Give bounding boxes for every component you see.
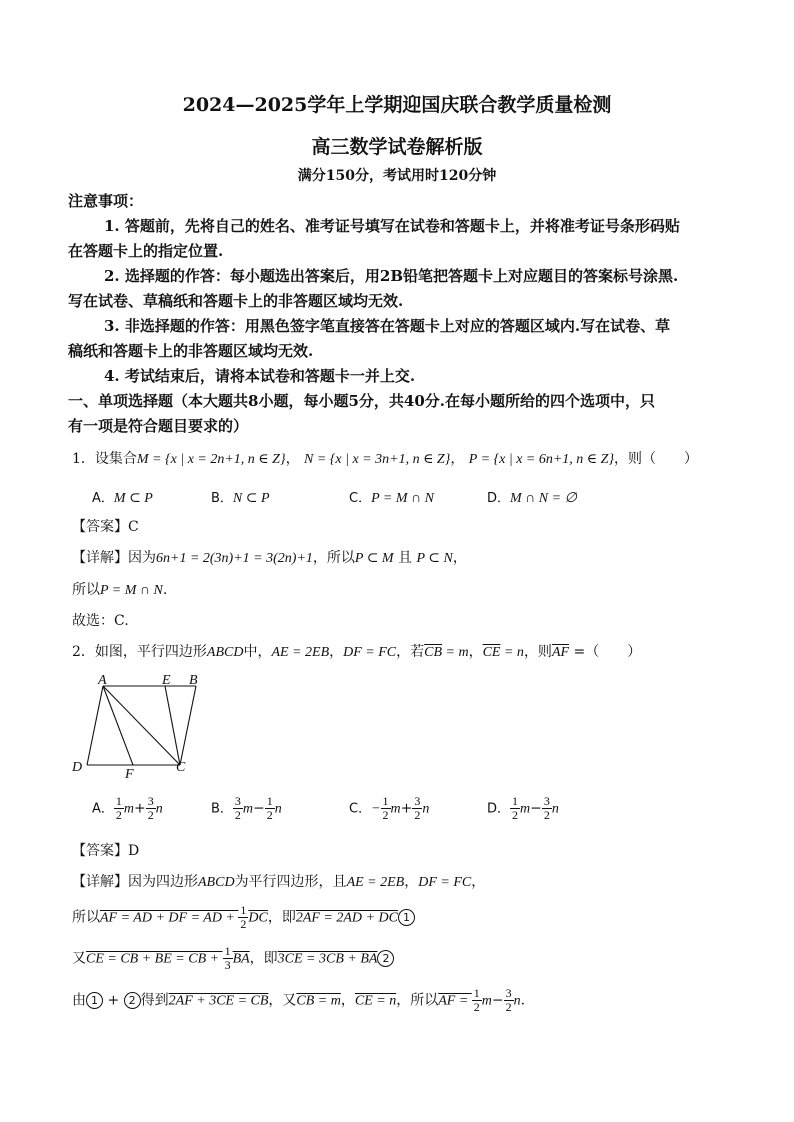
label-e: E: [162, 673, 171, 688]
notice-item-3-cont: 稿纸和答题卡上的非答题区域均无效.: [68, 342, 314, 360]
q2-option-c: C．− $\frac{1}{2}$ m+ $\frac{3}{2}$ n: [349, 794, 430, 822]
q2-option-d: D． $\frac{1}{2}$ m− $\frac{3}{2}$ n: [487, 794, 559, 822]
q2-option-a: A． $\frac{1}{2}$ m+ $\frac{3}{2}$ n: [92, 794, 163, 822]
q2-answer: 【答案】D: [72, 843, 140, 859]
segment-ec: [165, 686, 180, 765]
q1-detail-2: 所以P = M ∩ N.: [72, 582, 168, 598]
notice-item-2: 2. 选择题的作答：每小题选出答案后，用2B铅笔把答题卡上对应题目的答案标号涂黑.: [104, 267, 679, 285]
question-2-stem: 2．如图，平行四边形ABCD中，AE = 2EB，DF = FC，若$\overline{CB} = m$，$\overline{CE} = n$，则$\overline{AF}$ =（ ）: [72, 644, 642, 660]
circled-two: 2: [377, 950, 394, 967]
label-d: D: [72, 760, 83, 775]
q1-option-d: D．M ∩ N = ∅: [487, 491, 577, 506]
q2-detail-4: 由 1 + 2 得到2AF + 3CE = CB，又CB = m，CE = n，所以AF = $\frac{1}{2}$ m− $\frac{3}{2}$ n.: [72, 986, 526, 1014]
q2-detail-2: 所以AF = AD + DF = AD + $\frac{1}{2}$ $\overline{DC}$，即2AF = 2AD + DC 1: [72, 904, 415, 931]
q2-detail-3: 又CE = CB + BE = CB + $\frac{1}{3}$ $\overline{BA}$，即3CE = 3CB + BA 2: [72, 945, 394, 972]
circled-one: 1: [398, 909, 415, 926]
edge-da: [87, 686, 103, 765]
q1-option-c: C．P = M ∩ N: [349, 491, 434, 506]
q1-choice: 故选：C.: [72, 613, 129, 629]
question-1-stem: 1．设集合M = {x | x = 2n+1, n ∈ Z}， N = {x | x = 3n+1, n ∈ Z}， P = {x | x = 6n+1, n ∈ Z}，则（ ）: [72, 451, 699, 467]
exam-title: 2024—2025学年上学期迎国庆联合教学质量检测: [182, 94, 612, 116]
notice-item-1: 1. 答题前，先将自己的姓名、准考证号填写在试卷和答题卡上，并将准考证号条形码贴: [104, 217, 680, 235]
label-c: C: [176, 760, 186, 775]
section-heading: 一、单项选择题（本大题共8小题，每小题5分，共40分.在每小题所给的四个选项中，只: [68, 392, 655, 410]
exam-subtitle: 高三数学试卷解析版: [311, 136, 483, 158]
q1-answer: 【答案】C: [72, 519, 139, 535]
exam-info: 满分150分，考试用时120分钟: [297, 168, 497, 184]
label-b: B: [189, 673, 198, 688]
label-a: A: [98, 673, 107, 688]
notice-item-2-cont: 写在试卷、草稿纸和答题卡上的非答题区域均无效.: [68, 292, 404, 310]
parallelogram-figure: [68, 672, 208, 782]
set-m: M = {x | x = 2n+1, n ∈ Z}: [136, 452, 286, 467]
set-p: P = {x | x = 6n+1, n ∈ Z}: [468, 452, 615, 467]
q2-detail-1: 【详解】因为四边形ABCD为平行四边形，且AE = 2EB，DF = FC，: [72, 874, 486, 890]
notice-item-3: 3. 非选择题的作答：用黑色签字笔直接答在答题卡上对应的答题区域内.写在试卷、草: [104, 317, 671, 335]
notice-item-1-cont: 在答题卡上的指定位置.: [68, 242, 224, 260]
edge-bc: [180, 686, 196, 765]
q1-detail-1: 【详解】因为6n+1 = 2(3n)+1 = 3(2n)+1，所以P ⊂ M 且 P ⊂ N，: [72, 550, 467, 566]
notice-heading: 注意事项：: [68, 192, 144, 210]
diagonal-ac: [103, 686, 180, 765]
set-n: N = {x | x = 3n+1, n ∈ Z}: [304, 452, 451, 467]
q2-option-b: B． $\frac{3}{2}$ m− $\frac{1}{2}$ n: [211, 794, 282, 822]
q1-option-b: B．N ⊂ P: [211, 491, 270, 506]
label-f: F: [125, 767, 134, 782]
section-heading-cont: 有一项是符合题目要求的）: [68, 417, 249, 435]
segment-af: [103, 686, 133, 765]
notice-item-4: 4. 考试结束后，请将本试卷和答题卡一并上交.: [104, 367, 416, 385]
q1-option-a: A．M ⊂ P: [92, 491, 153, 506]
